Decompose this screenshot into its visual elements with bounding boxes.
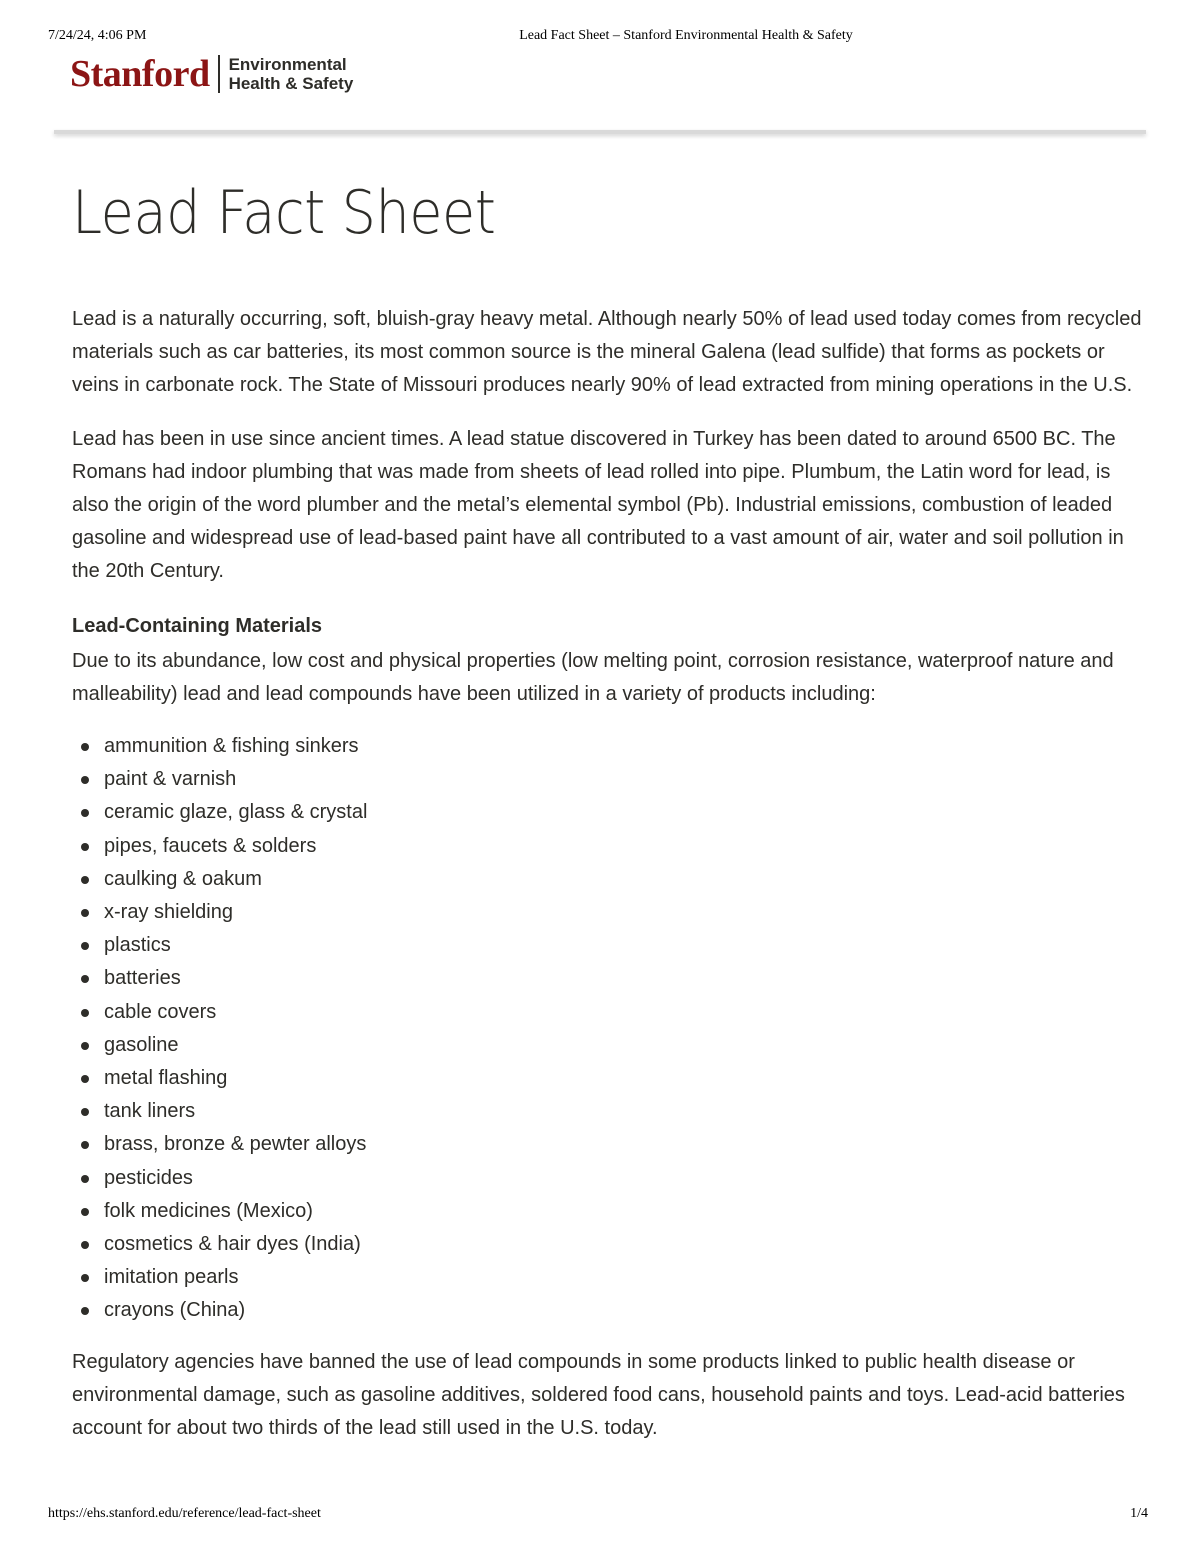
list-item: brass, bronze & pewter alloys bbox=[72, 1128, 1142, 1161]
materials-heading: Lead-Containing Materials bbox=[72, 615, 323, 637]
list-item: metal flashing bbox=[72, 1062, 1142, 1095]
list-item: pipes, faucets & solders bbox=[72, 830, 1142, 863]
site-logo[interactable] bbox=[70, 52, 353, 96]
article-content bbox=[72, 178, 1142, 1445]
list-item: pesticides bbox=[72, 1162, 1142, 1195]
print-document-title: Lead Fact Sheet – Stanford Environmental Health & Safety bbox=[519, 28, 853, 43]
print-header bbox=[0, 28, 1200, 48]
list-item: cable covers bbox=[72, 996, 1142, 1029]
list-item: plastics bbox=[72, 929, 1142, 962]
header-divider bbox=[54, 130, 1146, 134]
list-item: tank liners bbox=[72, 1095, 1142, 1128]
list-item: ammunition & fishing sinkers bbox=[72, 730, 1142, 763]
list-item: gasoline bbox=[72, 1029, 1142, 1062]
unit-name bbox=[229, 55, 354, 93]
print-url[interactable]: https://ehs.stanford.edu/reference/lead-fact-sheet bbox=[48, 1506, 321, 1521]
list-item: paint & varnish bbox=[72, 763, 1142, 796]
page-title: Lead Fact Sheet bbox=[72, 178, 496, 248]
list-item: batteries bbox=[72, 962, 1142, 995]
unit-name-line-2: Health & Safety bbox=[228, 74, 354, 93]
print-page-number: 1/4 bbox=[1130, 1506, 1148, 1521]
list-item: caulking & oakum bbox=[72, 863, 1142, 896]
list-item: crayons (China) bbox=[72, 1294, 1142, 1327]
list-item: cosmetics & hair dyes (India) bbox=[72, 1228, 1142, 1261]
regulatory-paragraph: Regulatory agencies have banned the use of lead compounds in some products linked to public health disease or environmental damage, such as gasoline additives, soldered food cans, household paints and toys. Lead-acid batteries account for about two thirds of the lead still used in the U.S. today. bbox=[72, 1350, 1125, 1439]
stanford-wordmark: Stanford bbox=[70, 53, 210, 95]
materials-intro-paragraph: Due to its abundance, low cost and physical properties (low melting point, corrosion resistance, waterproof nature and malleability) lead and lead compounds have been utilized in a variety of products including: bbox=[72, 650, 1114, 705]
list-item: ceramic glaze, glass & crystal bbox=[72, 796, 1142, 829]
print-date: 7/24/24, 4:06 PM bbox=[48, 28, 147, 43]
list-item: folk medicines (Mexico) bbox=[72, 1195, 1142, 1228]
logo-divider bbox=[218, 55, 220, 93]
list-item: x-ray shielding bbox=[72, 896, 1142, 929]
history-paragraph: Lead has been in use since ancient times. A lead statue discovered in Turkey has been dated to around 6500 BC. The Romans had indoor plumbing that was made from sheets of lead rolled into pipe. Plumbum, the Latin word for lead, is also the origin of the word plumber and the metal’s elemental symbol (Pb). Industrial emissions, combustion of leaded gasoline and widespread use of lead-based paint have all contributed to a vast amount of air, water and soil pollution in the 20th Century. bbox=[72, 428, 1124, 582]
unit-name-line-1: Environmental bbox=[228, 55, 347, 74]
intro-paragraph: Lead is a naturally occurring, soft, bluish-gray heavy metal. Although nearly 50% of lead used today comes from recycled materials such as car batteries, its most common source is the mineral Galena (lead sulfide) that forms as pockets or veins in carbonate rock. The State of Missouri produces nearly 90% of lead extracted from mining operations in the U.S. bbox=[72, 308, 1142, 396]
materials-list bbox=[72, 730, 1142, 1328]
print-footer bbox=[0, 1506, 1200, 1526]
list-item: imitation pearls bbox=[72, 1261, 1142, 1294]
